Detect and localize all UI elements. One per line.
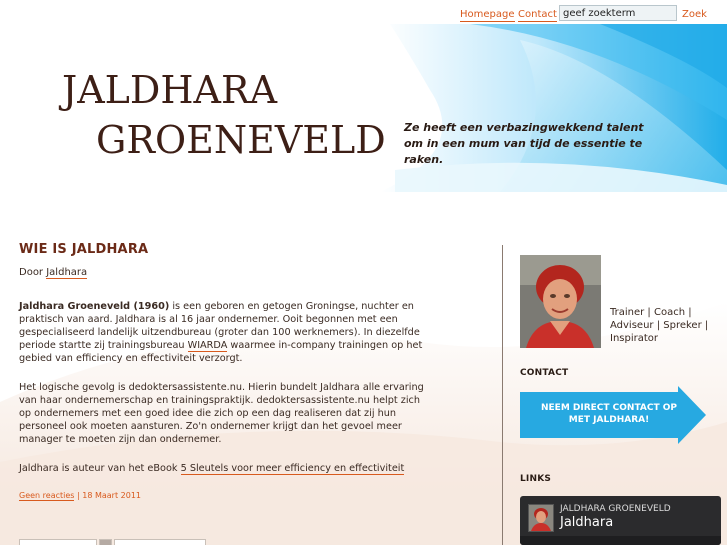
social-profile-widget[interactable] <box>520 496 721 545</box>
logo-line-first-name: JALDHARA <box>62 68 278 112</box>
widget-footer-bar <box>520 536 721 545</box>
meta-separator: | <box>74 491 83 500</box>
intro-text-b: waarmee in-company trainingen op het gebied van efficiency en effectiviteit verzorgt. <box>19 340 423 364</box>
paragraph-intro <box>19 300 429 365</box>
contact-cta-button[interactable] <box>520 386 706 444</box>
reactions-link[interactable]: Geen reacties <box>19 491 75 500</box>
nav-homepage-link[interactable]: Homepage <box>460 9 515 20</box>
widget-caption: JALDHARA GROENEVELD <box>560 504 671 514</box>
search-button[interactable]: Zoek <box>682 9 707 20</box>
site-header <box>0 0 727 192</box>
intro-name-bold: Jaldhara Groeneveld (1960) <box>19 301 170 312</box>
bottom-tab[interactable] <box>19 539 97 545</box>
post-title: WIE IS JALDHARA <box>19 242 149 257</box>
header-tagline: Ze heeft een verbazingwekkend talent om in een mum van tijd de essentie te raken. <box>404 121 644 166</box>
widget-name: Jaldhara <box>560 515 614 530</box>
sidebar-contact-heading: CONTACT <box>520 368 569 378</box>
logo-line-last-name: GROENEVELD <box>96 118 386 162</box>
bottom-tab-handle[interactable] <box>99 539 112 545</box>
cta-label: NEEM DIRECT CONTACT OP MET JALDHARA! <box>540 403 677 425</box>
search-input[interactable] <box>559 5 677 21</box>
top-navigation <box>0 3 727 25</box>
paragraph-dedoktersassistente: Het logische gevolg is dedoktersassistente.nu. Hierin bundelt Jaldhara alle ervaring van haar ondernemerschap en trainingspraktijk. dedoktersassistente.nu helpt zich op ondernemers met een goed idee die zich op een dag realiseren dat zij hun personeel ook moeten aansturen. Zo'n ondernemer krijgt dan het gevoel meer manager te moeten zijn dan ondernemer. <box>19 382 424 445</box>
paragraph-ebook <box>19 462 429 475</box>
byline-prefix: Door <box>19 267 47 278</box>
author-link[interactable]: Jaldhara <box>46 267 88 278</box>
post-date: 18 Maart 2011 <box>82 491 141 500</box>
nav-contact-link[interactable]: Contact <box>518 9 557 20</box>
intro-text-a: is een geboren en getogen Groningse, nuchter en praktisch van aard. Jaldhara is al 16 jaar ondernemer. Ooit begonnen met een gespecialiseerd landelijk uitzendbureau (groter dan 100 werknemers). In diezelfde periode startte zij trainingsbureau <box>19 301 420 351</box>
wiarda-link[interactable]: WIARDA <box>187 340 228 351</box>
post-byline <box>19 267 87 278</box>
column-divider <box>502 245 503 545</box>
sidebar-roles: Trainer | Coach | Adviseur | Spreker | Inspirator <box>610 307 709 344</box>
ebook-text: Jaldhara is auteur van het eBook <box>19 463 181 474</box>
bottom-tab[interactable] <box>114 539 206 545</box>
profile-photo <box>520 255 601 348</box>
ebook-link[interactable]: 5 Sleutels voor meer efficiency en effectiviteit <box>180 463 405 474</box>
profile-thumbnail <box>528 504 554 532</box>
sidebar-links-heading: LINKS <box>520 474 552 484</box>
post-meta <box>19 491 141 500</box>
